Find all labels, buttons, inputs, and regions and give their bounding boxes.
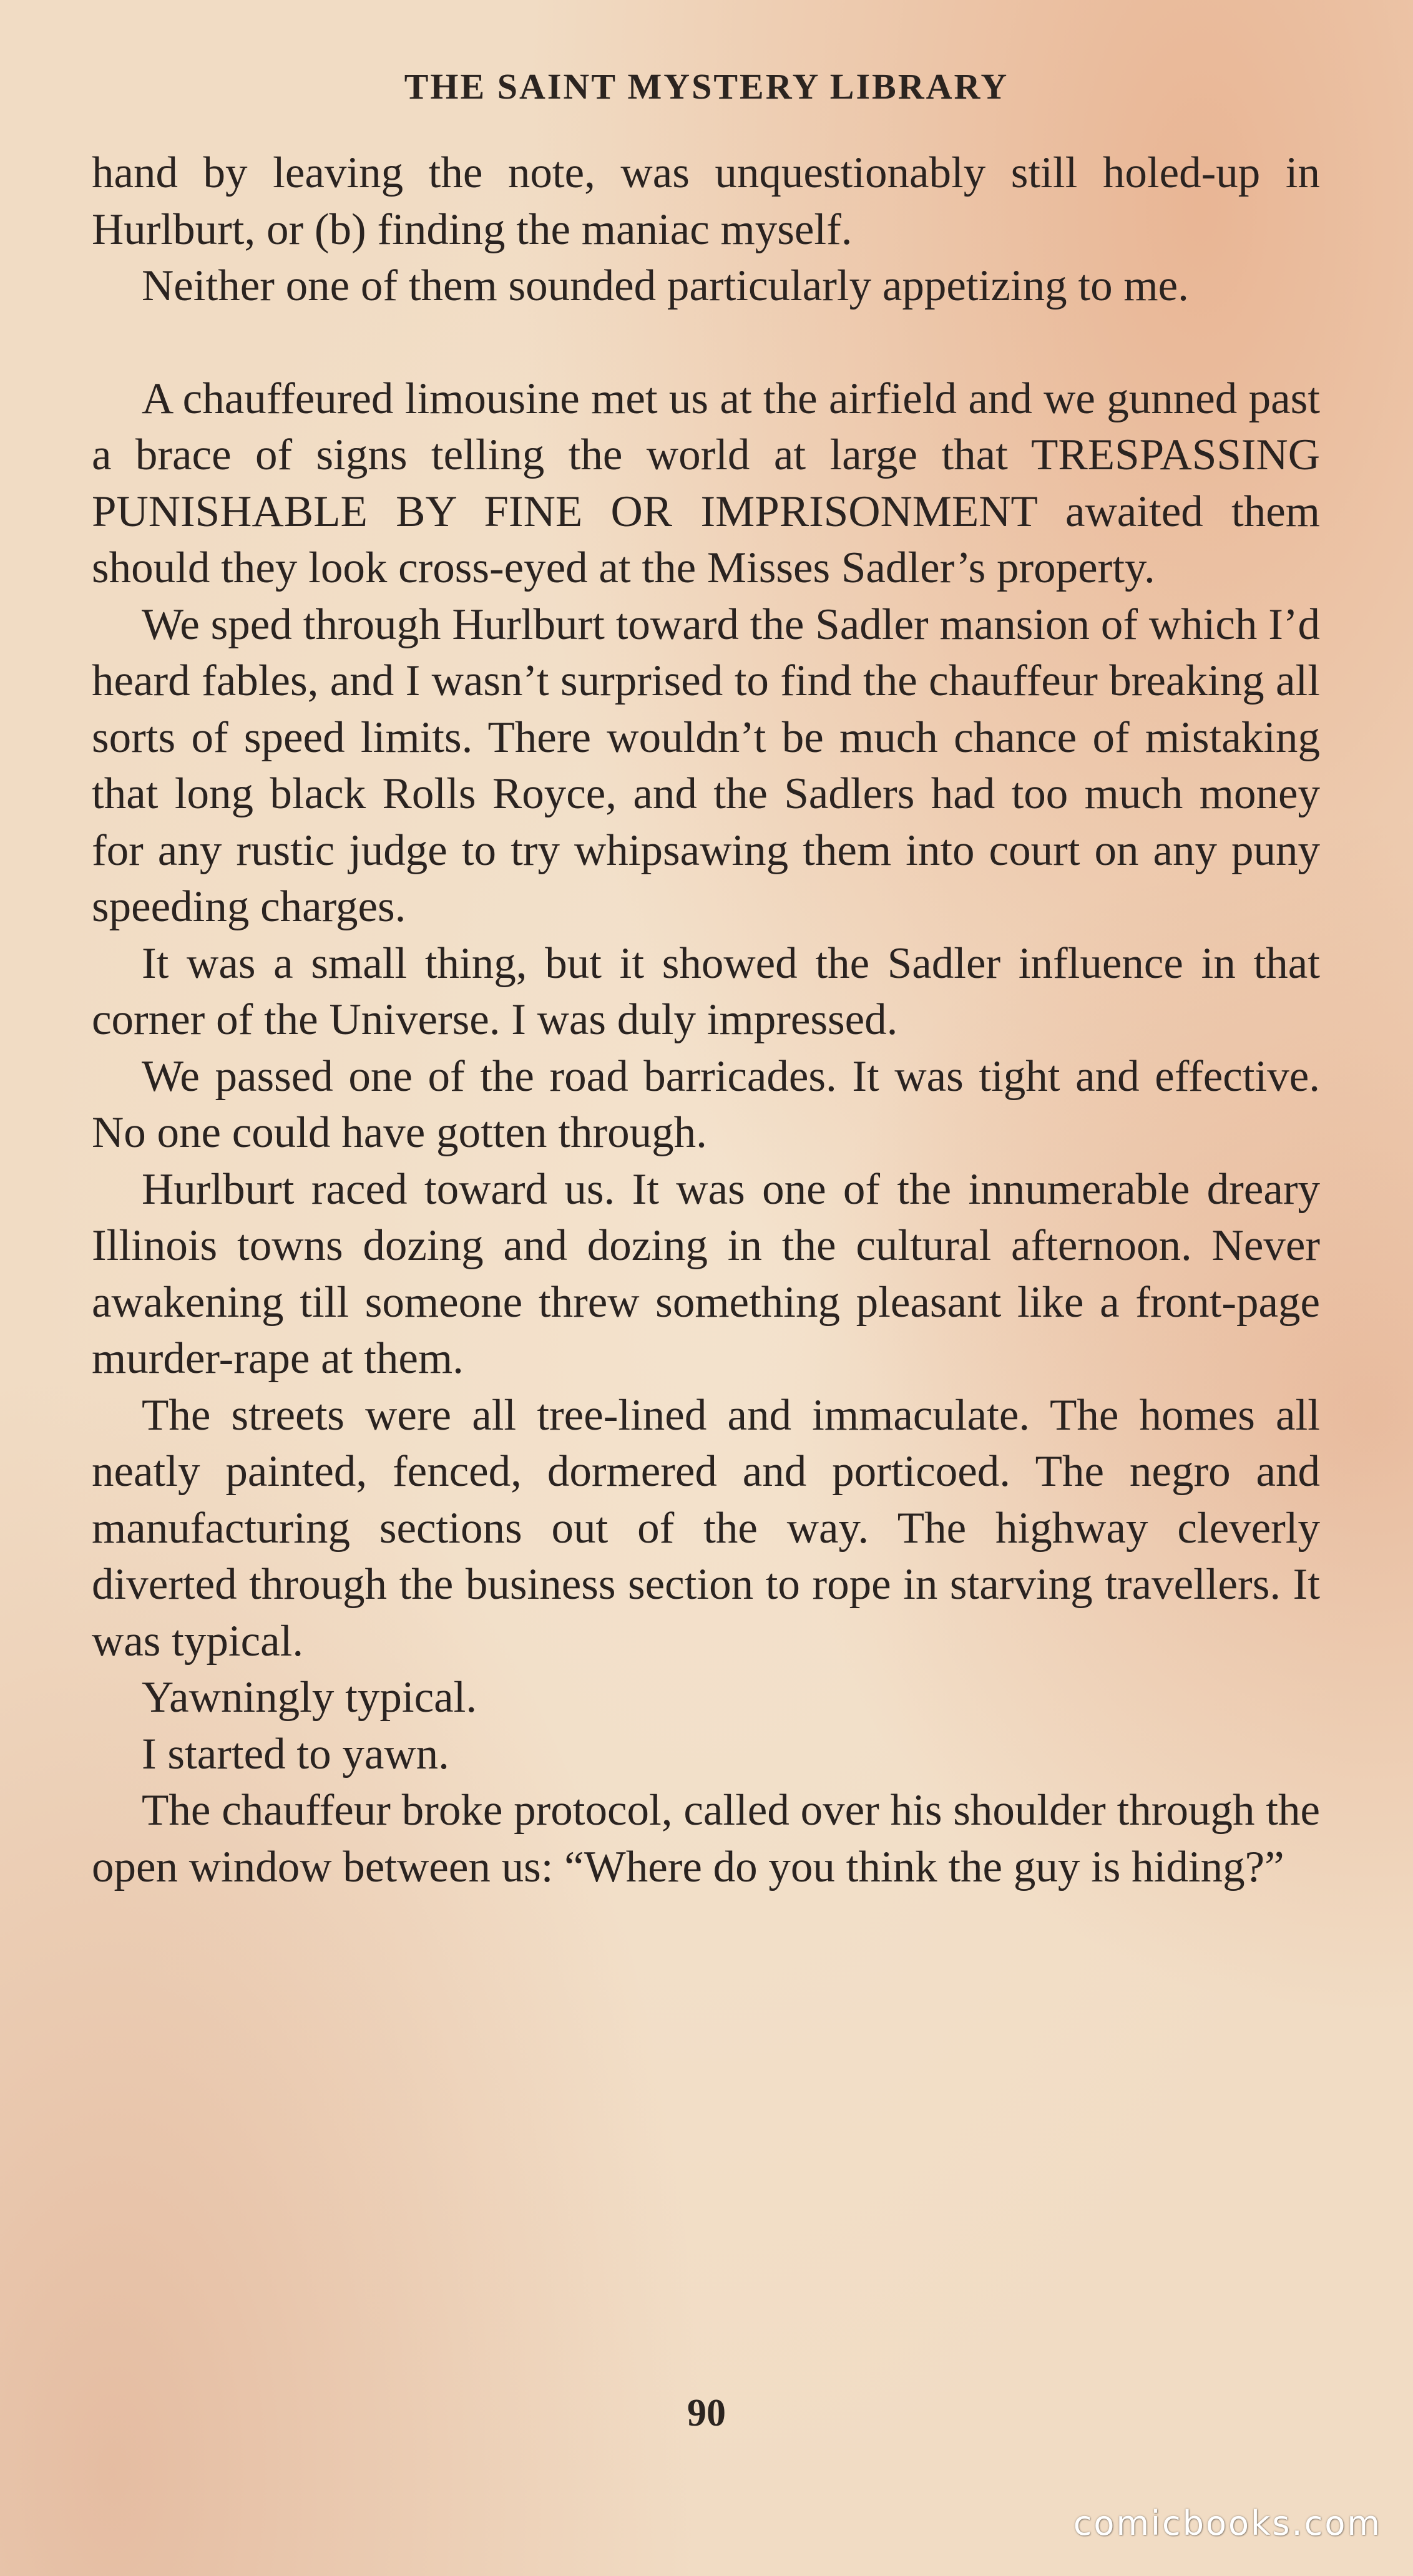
- paragraph: A chauffeured limousine met us at the airfield and we gunned past a brace of signs telling the world at large that TRESPASSING PUNISHABLE BY FINE OR IMPRISONMENT awaited them should they look cross-eyed at the Misses Sadler’s property.: [92, 374, 1320, 592]
- paragraph: We sped through Hurlburt toward the Sadler mansion of which I’d heard fables, and I wasn’t surprised to find the chauffeur breaking all sorts of speed limits. There wouldn’t be much chance of mistaking that long black Rolls Royce, and the Sadlers had too much money for any rustic judge to try whipsawing them into court on any puny speeding charges.: [92, 600, 1320, 931]
- page-number: 90: [687, 2392, 726, 2434]
- paragraph: Neither one of them sounded particularly appetizing to me.: [142, 261, 1189, 310]
- body-text: [92, 145, 1320, 1895]
- paragraph: The chauffeur broke protocol, called over his shoulder through the open window between us: “Where do you think the guy is hiding?”: [92, 1786, 1320, 1891]
- paragraph: hand by leaving the note, was unquestionably still holed-up in Hurlburt, or (b) finding the maniac myself.: [92, 149, 1320, 254]
- paragraph: It was a small thing, but it showed the Sadler influence in that corner of the Universe. I was duly impressed.: [92, 939, 1320, 1044]
- paragraph: We passed one of the road barricades. It was tight and effective. No one could have gotten through.: [92, 1051, 1320, 1157]
- watermark: comicbooks.com: [1073, 2504, 1382, 2543]
- paragraph: The streets were all tree-lined and immaculate. The homes all neatly painted, fenced, dormered and porticoed. The negro and manufacturing sections out of the way. The highway cleverly diverted through the business section to rope in starving travellers. It was typical.: [92, 1390, 1320, 1666]
- paragraph: Yawningly typical.: [142, 1673, 477, 1722]
- paragraph: Hurlburt raced toward us. It was one of the innumerable dreary Illinois towns dozing and dozing in the cultural afternoon. Never awakening till someone threw something pleasant like a front-page murder-rape at them.: [92, 1164, 1320, 1383]
- paragraph: I started to yawn.: [142, 1729, 449, 1778]
- section-break: [92, 315, 1320, 371]
- running-head: THE SAINT MYSTERY LIBRARY: [404, 66, 1009, 107]
